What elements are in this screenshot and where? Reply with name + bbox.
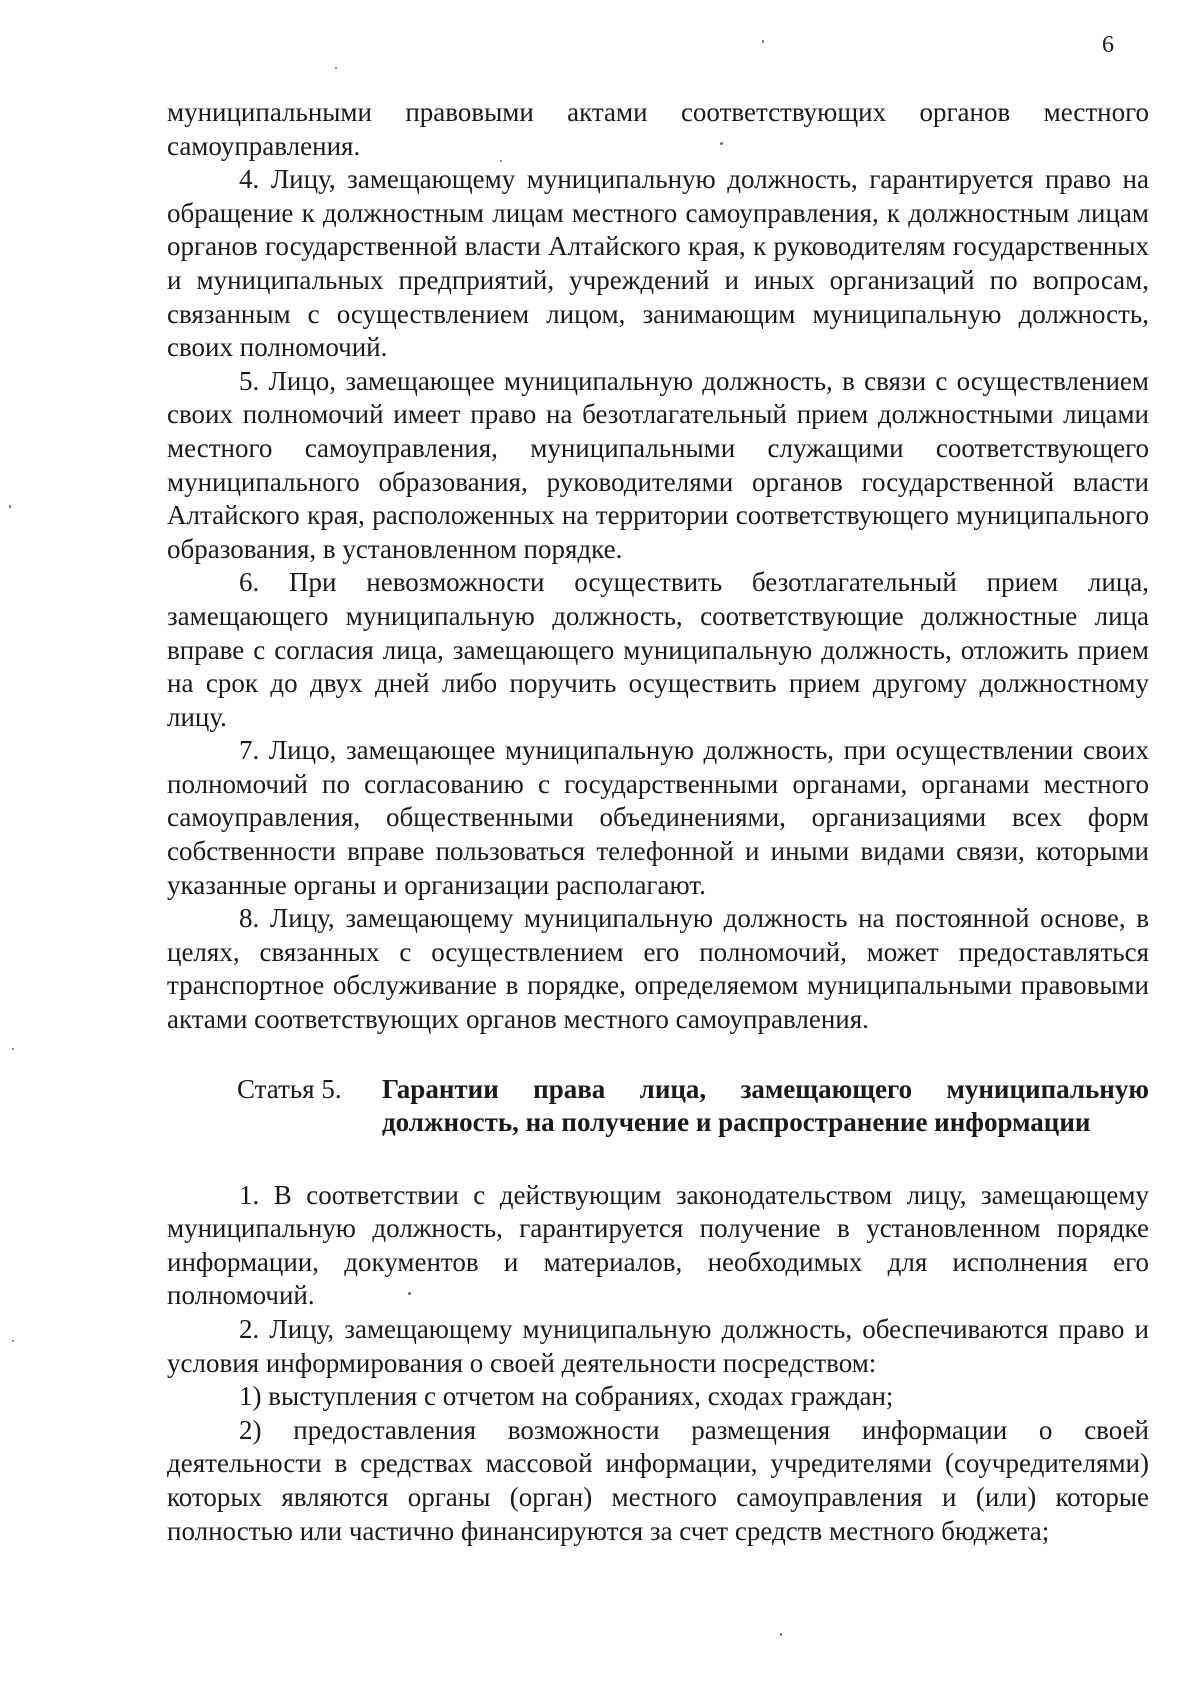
- article-number: Статья 5.: [237, 1073, 342, 1104]
- page-number: 6: [1102, 32, 1114, 58]
- paragraph-article5-item-1: 1. В соответствии с действующим законодательством лицу, замещающему муниципальную должность, гарантируется получение в установленном порядке информации, документов и материалов, необходимых для исполнения его полномочий.: [167, 1179, 1149, 1311]
- scan-speck: [780, 1633, 782, 1636]
- document-body: [167, 96, 1149, 1548]
- scan-speck: [12, 1340, 14, 1342]
- paragraph-item-5: 5. Лицо, замещающее муниципальную должность, в связи с осуществлением своих полномочий имеет право на безотлагательный прием должностными лицами местного самоуправления, муниципальными служащими соответствующего муниципального образования, руководителями органов государственной власти Алтайского края, расположенных на территории соответствующего муниципального образования, в установленном порядке.: [167, 365, 1149, 564]
- paragraph-article5-item-2: 2. Лицу, замещающему муниципальную должность, обеспечиваются право и условия информирования о своей деятельности посредством:: [167, 1314, 1149, 1378]
- scan-speck: [500, 160, 502, 162]
- article-title: [382, 1073, 1149, 1140]
- paragraph-item-6: 6. При невозможности осуществить безотлагательный прием лица, замещающего муниципальную должность, соответствующие должностные лица вправе с согласия лица, замещающего муниципальную должность, отложить прием на срок до двух дней либо поручить осуществить прием другому должностному лицу.: [167, 567, 1149, 732]
- scan-speck: [720, 142, 723, 145]
- paragraph-item-7: 7. Лицо, замещающее муниципальную должность, при осуществлении своих полномочий по согласованию с государственными органами, органами местного самоуправления, общественными объединениями, организациями всех форм собственности вправе пользоваться телефонной и иными видами связи, которыми указанные органы и организации располагают.: [167, 735, 1149, 900]
- paragraph-item-8: 8. Лицу, замещающему муниципальную должность на постоянной основе, в целях, связанных с осуществлением его полномочий, может предоставляться транспортное обслуживание в порядке, определяемом муниципальными правовыми актами соответствующих органов местного самоуправления.: [167, 903, 1149, 1035]
- scan-speck: [9, 505, 11, 508]
- paragraph-subitem-1: 1) выступления с отчетом на собраниях, сходах граждан;: [239, 1381, 894, 1412]
- article-title-line-1: Гарантии права лица, замещающего муниципальную: [382, 1073, 1149, 1104]
- paragraph-continuation: муниципальными правовыми актами соответствующих органов местного самоуправления.: [167, 97, 1149, 161]
- scan-speck: [12, 1048, 14, 1050]
- paragraph-item-4: 4. Лицу, замещающему муниципальную должность, гарантируется право на обращение к должностным лицам местного самоуправления, к должностным лицам органов государственной власти Алтайского края, к руководителям государственных и муниципальных предприятий, учреждений и иных организаций по вопросам, связанным с осуществлением лицом, занимающим муниципальную должность, своих полномочий.: [167, 164, 1149, 363]
- article-title-line-2: должность, на получение и распространение информации: [382, 1107, 1091, 1138]
- article-heading: [167, 1073, 1149, 1141]
- scan-speck: [335, 67, 337, 69]
- scan-speck: [408, 1292, 411, 1295]
- paragraph-subitem-2: 2) предоставления возможности размещения информации о своей деятельности в средствах массовой информации, учредителями (соучредителями) которых являются органы (орган) местного самоуправления и (или) которые полностью или частично финансируются за счет средств местного бюджета;: [167, 1414, 1149, 1546]
- scan-speck: [762, 40, 764, 43]
